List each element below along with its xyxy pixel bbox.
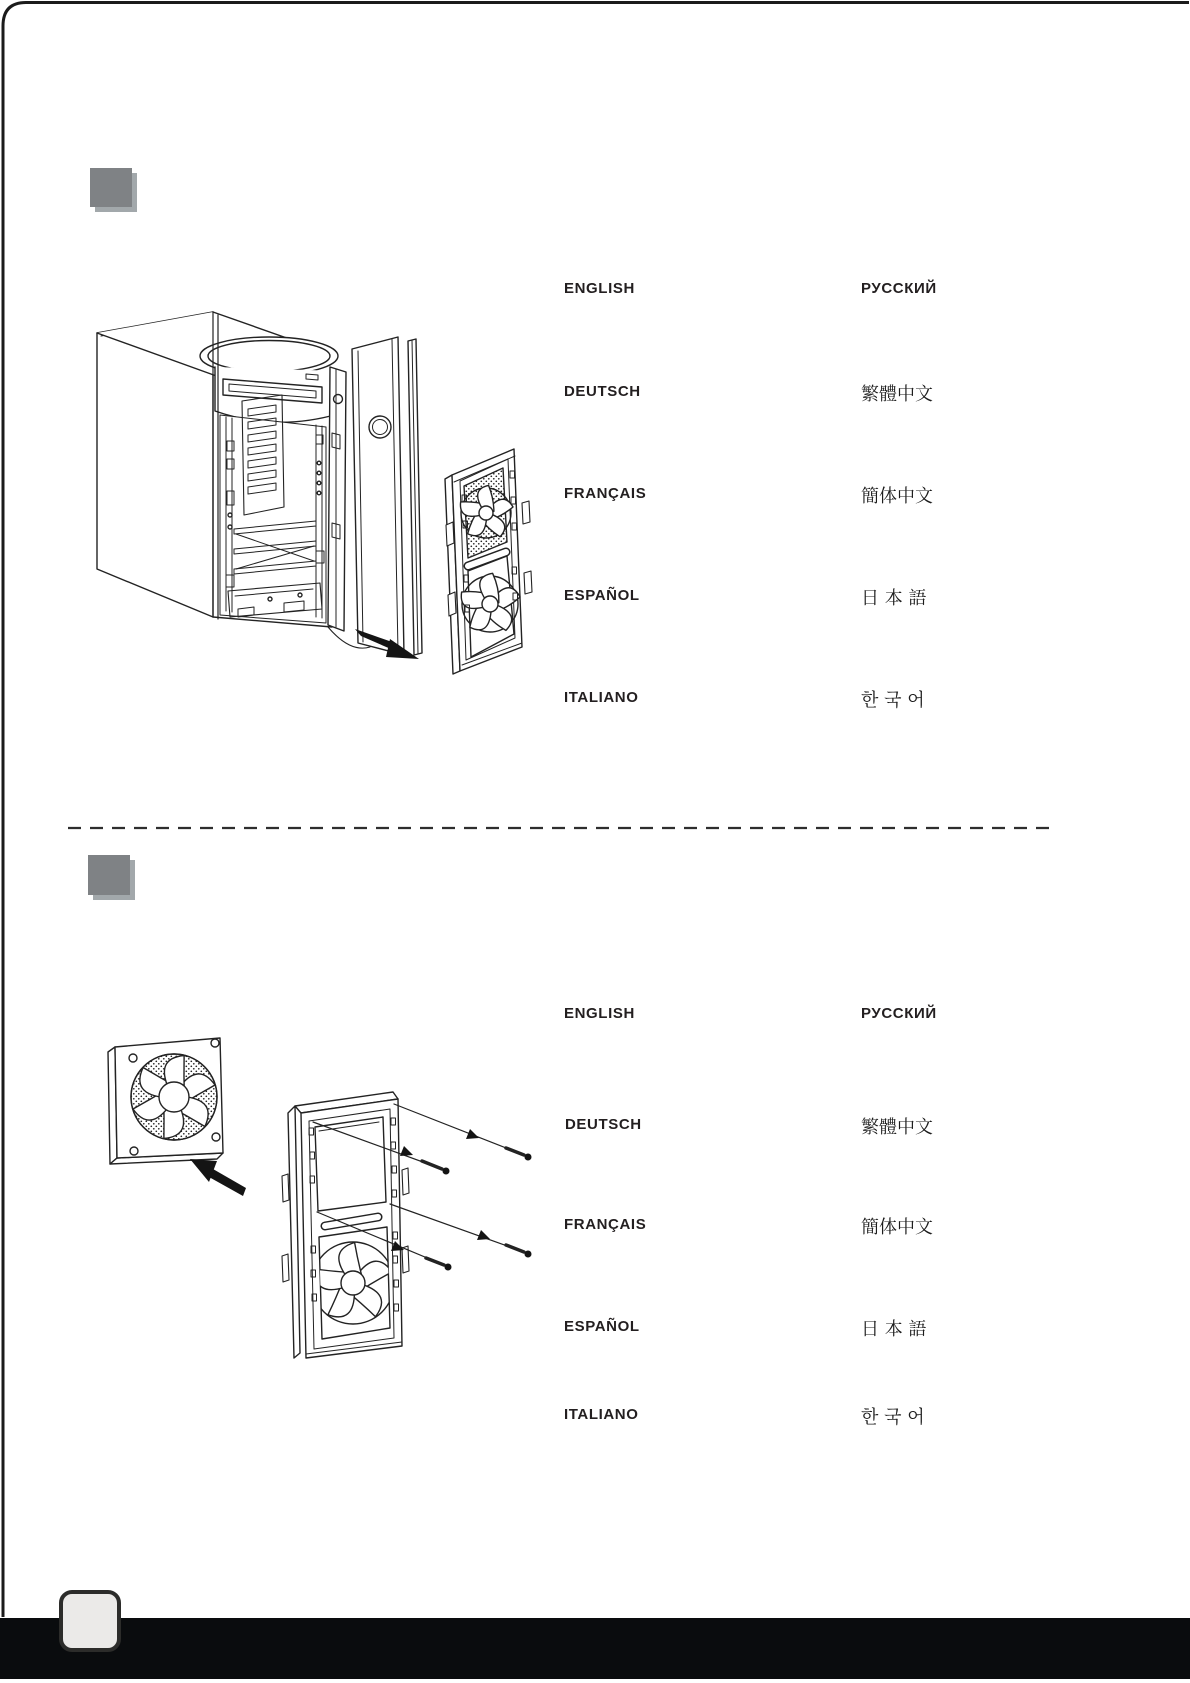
label-english: ENGLISH [564, 280, 635, 297]
label-japanese: 日 本 語 [861, 588, 927, 609]
label-korean: 한 국 어 [861, 690, 925, 711]
label-francais: FRANÇAIS [564, 485, 647, 502]
label-italiano: ITALIANO [564, 1406, 639, 1423]
label-deutsch: DEUTSCH [564, 383, 641, 400]
label-italiano: ITALIANO [564, 689, 639, 706]
label-francais: FRANÇAIS [564, 1216, 647, 1233]
label-simplified-chinese: 簡体中文 [861, 486, 933, 507]
label-espanol: ESPAÑOL [564, 1318, 640, 1335]
label-english: ENGLISH [564, 1005, 635, 1022]
label-korean: 한 국 어 [861, 1407, 925, 1428]
label-espanol: ESPAÑOL [564, 587, 640, 604]
label-deutsch: DEUTSCH [565, 1116, 642, 1133]
label-traditional-chinese: 繁體中文 [861, 384, 933, 405]
label-japanese: 日 本 語 [861, 1319, 927, 1340]
label-russian: РУССКИЙ [861, 1005, 937, 1022]
label-russian: РУССКИЙ [861, 280, 937, 297]
label-simplified-chinese: 簡体中文 [861, 1217, 933, 1238]
page-number-badge [59, 1590, 121, 1652]
label-traditional-chinese: 繁體中文 [861, 1117, 933, 1138]
